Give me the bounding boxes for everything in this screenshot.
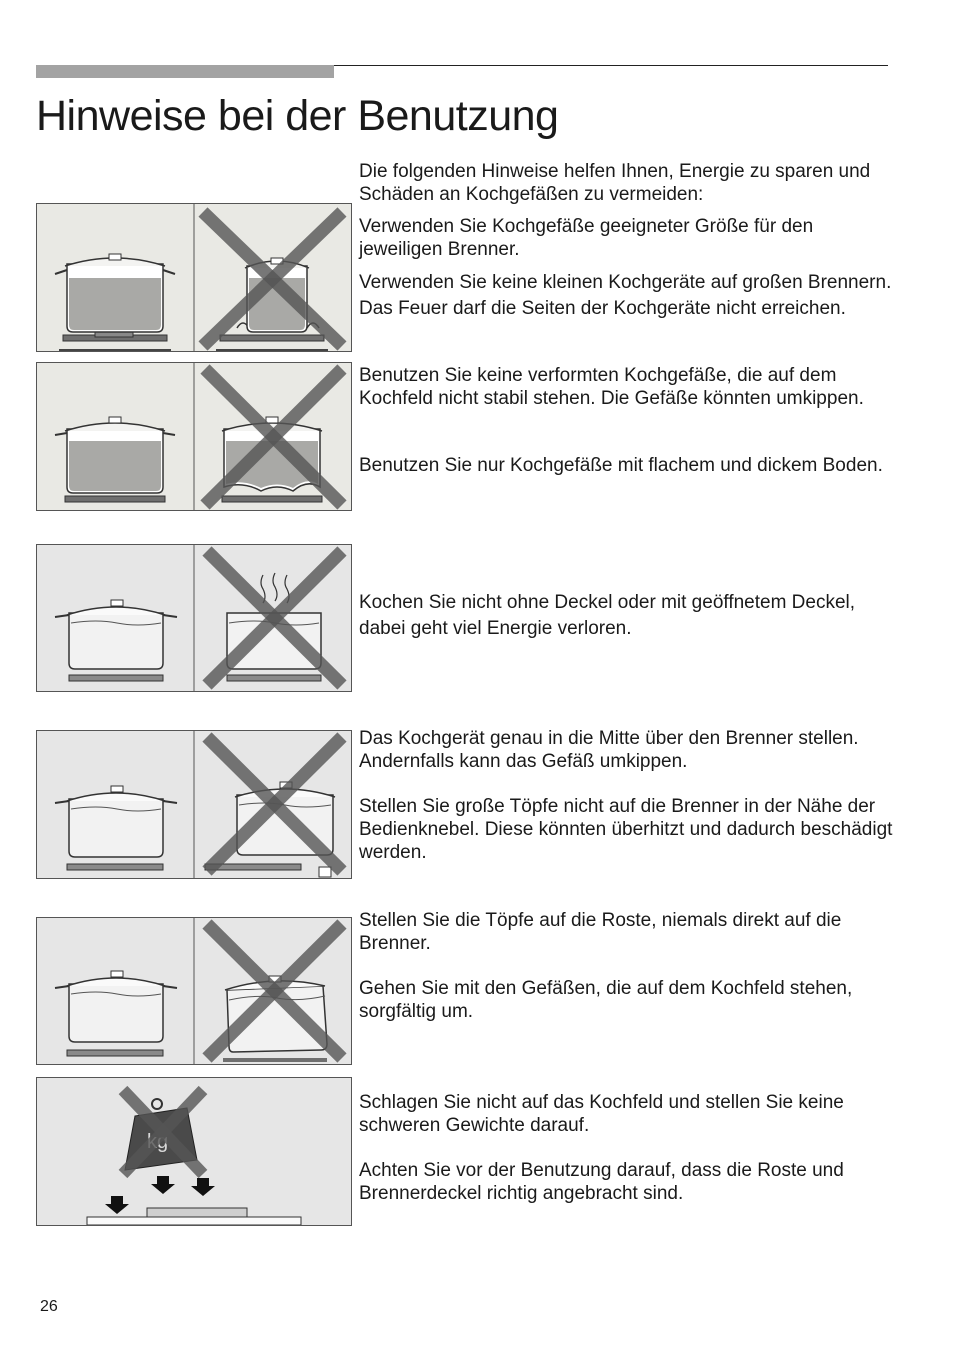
section-3-text-1: Kochen Sie nicht ohne Deckel oder mit geöffnetem Deckel, dabei geht viel Energie verloren.: [359, 592, 856, 639]
header-rule-bar: [36, 65, 334, 78]
section-6-text-2: Achten Sie vor der Benutzung darauf, dass die Roste und Brennerdeckel richtig angebracht sind.: [359, 1160, 844, 1204]
figure-grates: [36, 917, 352, 1065]
section-5-text-1: Stellen Sie die Töpfe auf die Roste, niemals direkt auf die Brenner.: [359, 910, 842, 954]
intro-text: Die folgenden Hinweise helfen Ihnen, Energie zu sparen und Schäden an Kochgefäßen zu vermeiden:: [359, 161, 871, 205]
section-1-text-1: Verwenden Sie Kochgefäße geeigneter Größe für den jeweiligen Brenner.: [359, 216, 814, 260]
header-rule-line: [334, 65, 888, 66]
section-4-text-1: Das Kochgerät genau in die Mitte über den Brenner stellen. Andernfalls kann das Gefäß umkippen.: [359, 728, 859, 772]
page-title: Hinweise bei der Benutzung: [36, 92, 559, 140]
section-5-text-2: Gehen Sie mit den Gefäßen, die auf dem Kochfeld stehen, sorgfältig um.: [359, 978, 853, 1022]
section-4-text-2: Stellen Sie große Töpfe nicht auf die Brenner in der Nähe der Bedienknebel. Diese könnten überhitzt und dadurch beschädigt werden.: [359, 796, 893, 863]
page-number: 26: [40, 1298, 58, 1315]
section-2-text-1: Benutzen Sie keine verformten Kochgefäße, die auf dem Kochfeld nicht stabil stehen. Die Gefäße könnten umkippen.: [359, 365, 864, 409]
figure-pot-size: [36, 203, 352, 352]
figure-deformed-pot: [36, 362, 352, 511]
figure-lid: [36, 544, 352, 692]
figure-weight: [36, 1077, 352, 1226]
section-2-text-2: Benutzen Sie nur Kochgefäße mit flachem und dickem Boden.: [359, 455, 883, 476]
figure-center-position: [36, 730, 352, 879]
section-6-text-1: Schlagen Sie nicht auf das Kochfeld und stellen Sie keine schweren Gewichte darauf.: [359, 1092, 844, 1136]
section-1-text-2: Verwenden Sie keine kleinen Kochgeräte auf großen Brennern. Das Feuer darf die Seiten der Kochgeräte nicht erreichen.: [359, 272, 892, 319]
